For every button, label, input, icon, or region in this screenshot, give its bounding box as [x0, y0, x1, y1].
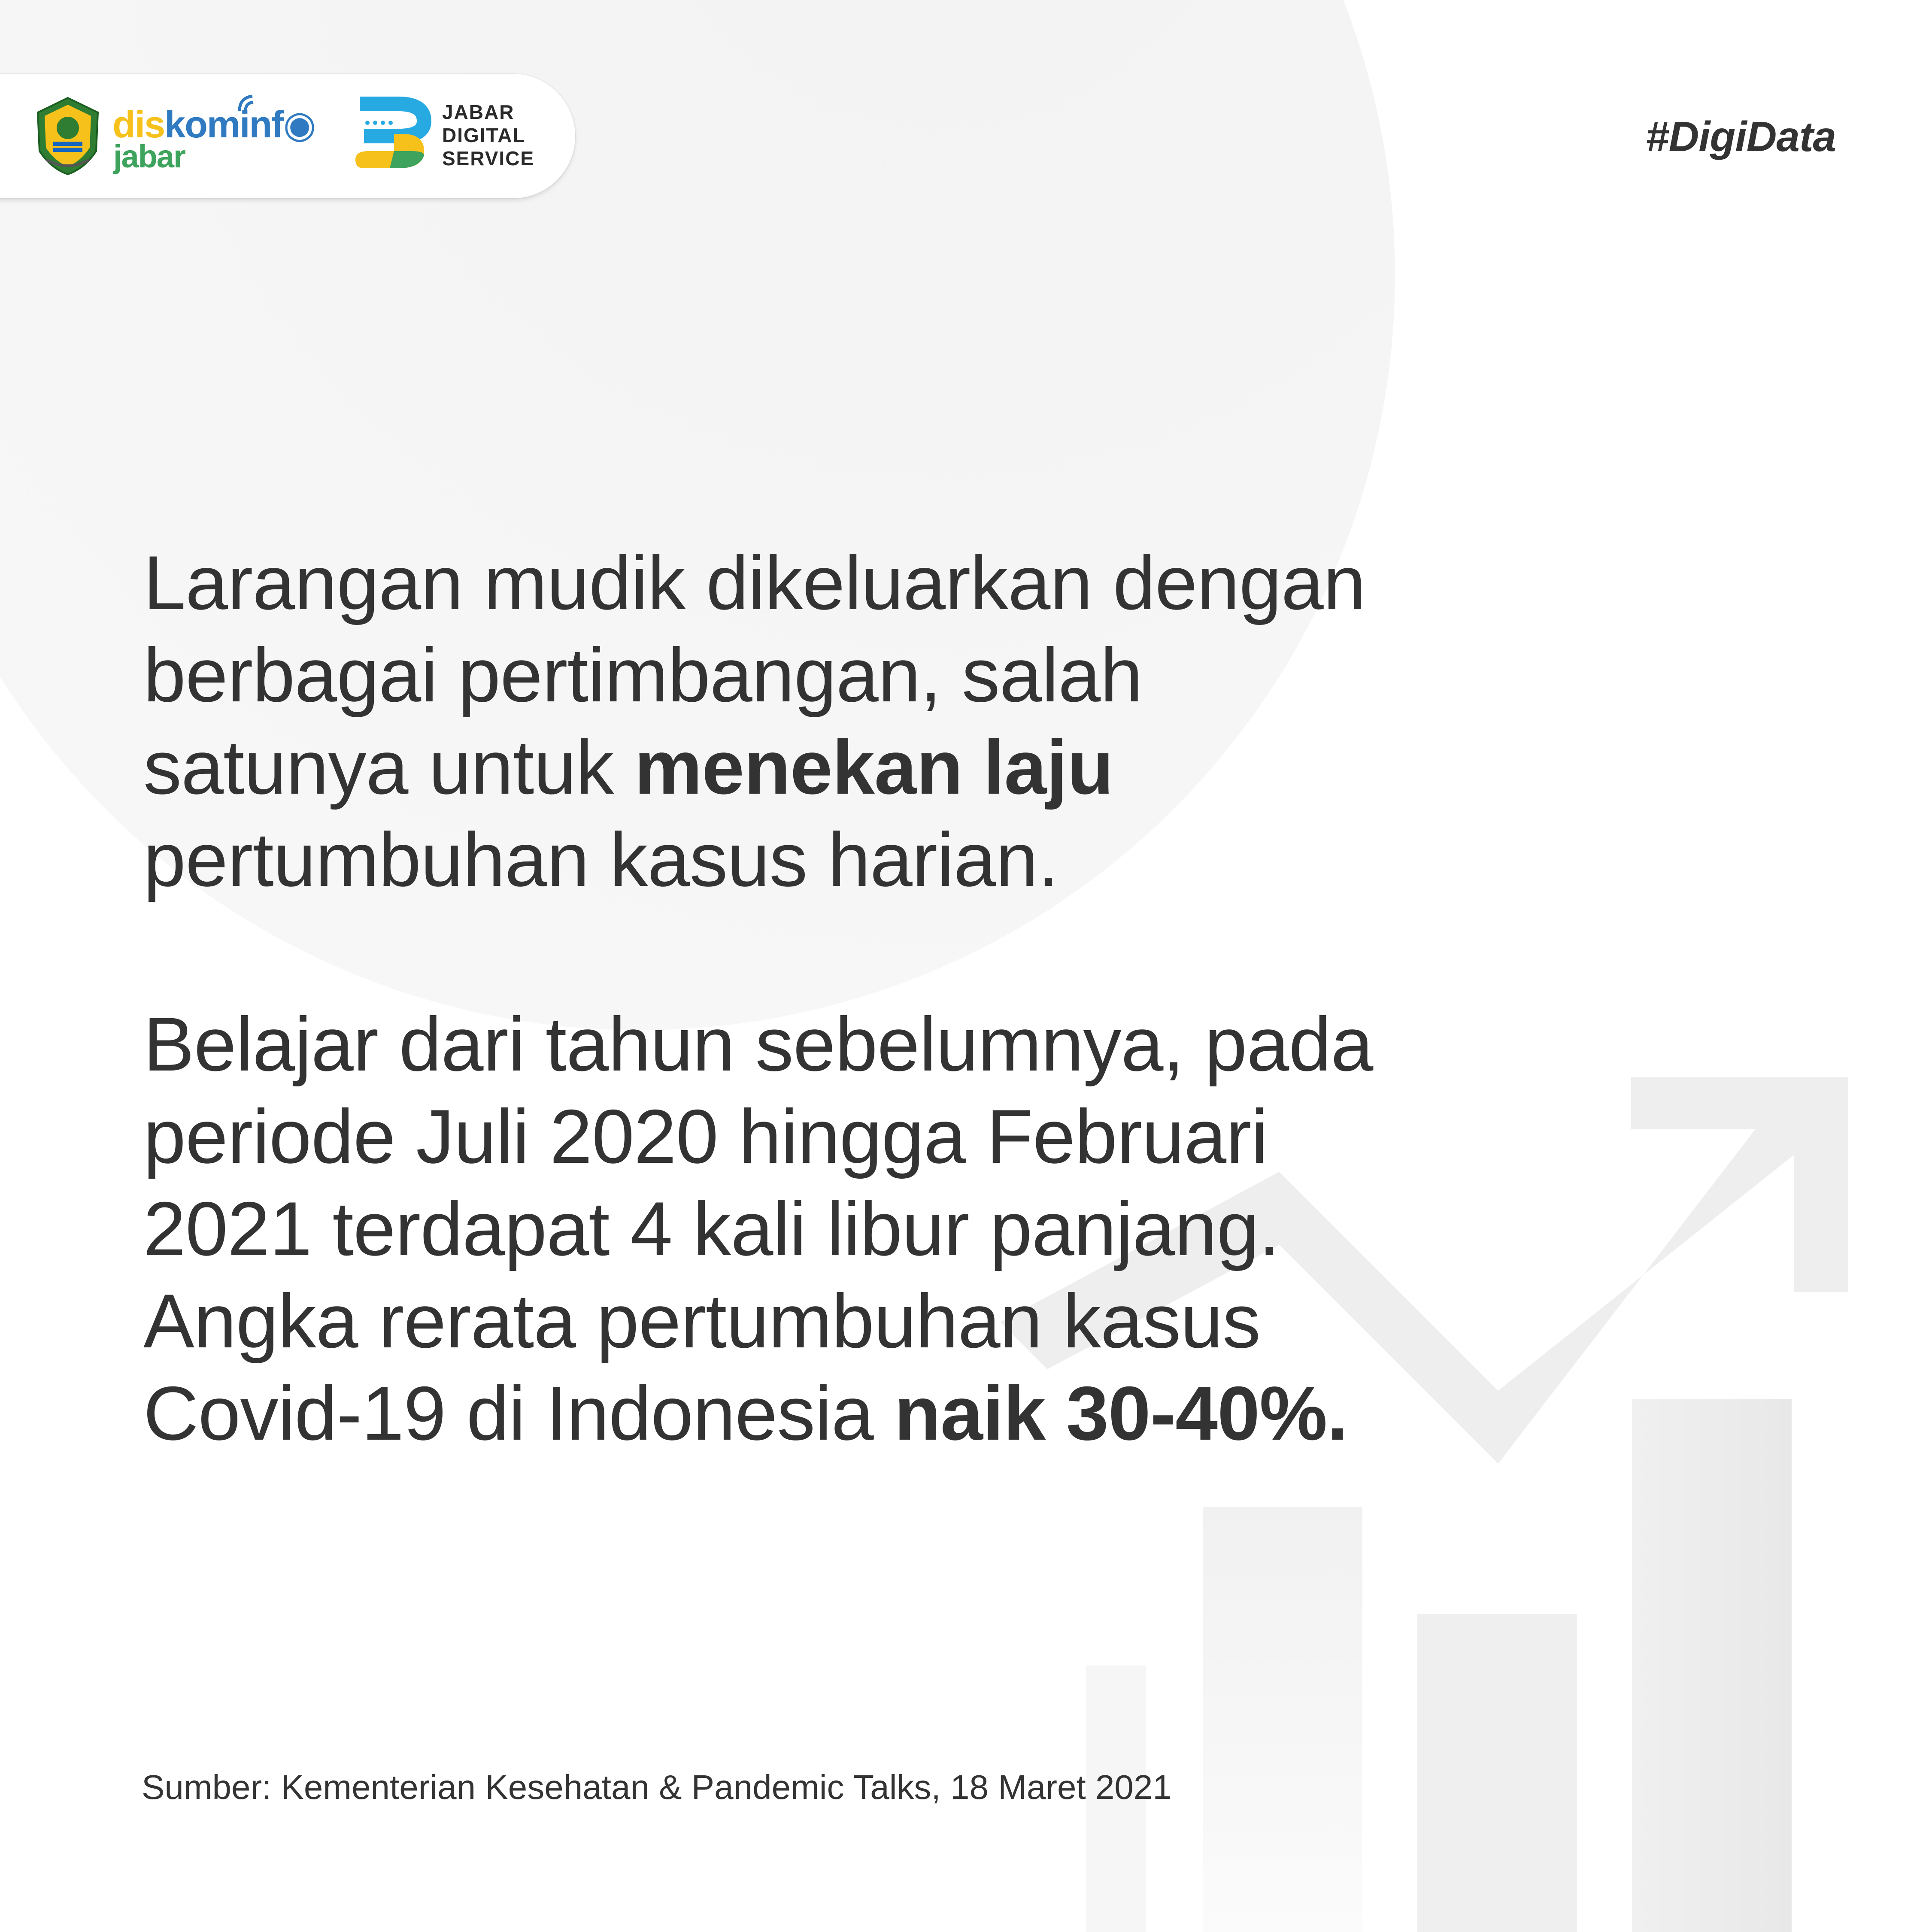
jabar-wordmark: jabar: [113, 139, 185, 174]
paragraph-1-text-end: pertumbuhan kasus harian.: [143, 817, 1059, 902]
wifi-signal-icon: [235, 92, 265, 113]
west-java-emblem-icon: [33, 95, 102, 177]
jds-line-2: DIGITAL: [442, 124, 526, 146]
jds-line-3: SERVICE: [442, 147, 535, 170]
chart-bar-2: [1203, 1507, 1362, 1932]
jds-line-1: JABAR: [442, 101, 515, 123]
paragraph-2-text: Belajar dari tahun sebelumnya, pada periode Juli 2020 hingga Februari 2021 terdapat 4 kali libur panjang. Angka rerata pertumbuhan kasus Covid-19 di Indonesia: [143, 1001, 1373, 1456]
paragraph-2-emphasis: naik 30-40%.: [894, 1371, 1348, 1456]
paragraph-1-text: Larangan mudik dikeluarkan dengan berbagai pertimbangan, salah satunya untuk: [143, 540, 1365, 810]
main-text: [143, 537, 1397, 1459]
jds-logo-icon: [347, 95, 433, 173]
diskominfo-wordmark: [112, 103, 315, 146]
source-citation: Sumber: Kementerian Kesehatan & Pandemic Talks, 18 Maret 2021: [142, 1768, 1172, 1806]
jds-wordmark: [442, 100, 534, 170]
paragraph-1-emphasis: menekan laju: [634, 725, 1113, 810]
globe-icon: ◉: [283, 103, 315, 146]
wordmark-dis: dis: [112, 103, 165, 146]
paragraph-1: [143, 537, 1397, 906]
hashtag-label: #DigiData: [1645, 113, 1836, 160]
wordmark-kominfo: kominf: [164, 103, 283, 146]
paragraph-2: [143, 998, 1397, 1459]
chart-bar-4: [1632, 1399, 1792, 1932]
chart-bar-3: [1417, 1614, 1577, 1932]
